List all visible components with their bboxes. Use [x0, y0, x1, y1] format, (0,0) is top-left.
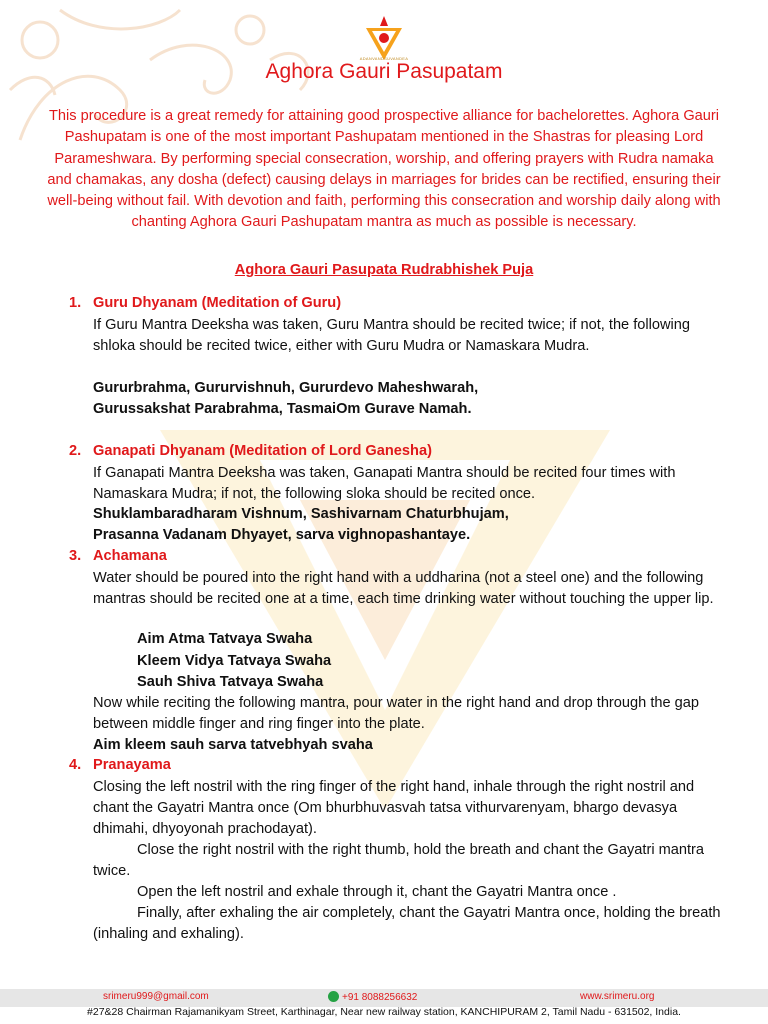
- section-4-text-3: Open the left nostril and exhale through it, chant the Gayatri Mantra once .: [137, 884, 617, 900]
- section-3-mantra-line-1: Aim Atma Tatvaya Swaha: [137, 631, 313, 647]
- section-4-heading: [69, 757, 171, 773]
- section-3-mantra-line-3: Sauh Shiva Tatvaya Swaha: [137, 674, 324, 690]
- section-2-number: 2.: [69, 443, 82, 459]
- section-1-heading: [69, 295, 341, 311]
- section-1-number: 1.: [69, 295, 82, 311]
- footer-phone-number: +91 8088256632: [342, 992, 418, 1003]
- puja-subheading: Aghora Gauri Pasupata Rudrabhishek Puja: [234, 262, 534, 278]
- section-3-heading: [69, 548, 167, 564]
- section-1-mantra-line-1: Gururbrahma, Gururvishnuh, Gururdevo Maheshwarah,: [93, 380, 479, 396]
- footer-website[interactable]: www.srimeru.org: [580, 991, 655, 1002]
- page-title: Aghora Gauri Pasupatam: [265, 60, 503, 83]
- footer-phone[interactable]: [328, 991, 417, 1003]
- section-2-title: Ganapati Dhyanam (Meditation of Lord Ganesha): [93, 443, 432, 459]
- section-3-text: Water should be poured into the right hand with a uddharina (not a steel one) and the following mantras should be recited one at a time, each time drinking water without touching the upper lip.: [93, 570, 714, 607]
- section-3-number: 3.: [69, 548, 82, 564]
- footer-email[interactable]: srimeru999@gmail.com: [103, 991, 209, 1002]
- section-1-mantra-line-2: Gurussakshat Parabrahma, TasmaiOm Gurave Namah.: [93, 401, 472, 417]
- section-4-text-2: Close the right nostril with the right thumb, hold the breath and chant the Gayatri mantra twice.: [93, 842, 705, 879]
- footer-address: #27&28 Chairman Rajamanikyam Street, Karthinagar, Near new railway station, KANCHIPURAM 2, Tamil Nadu - 631502, India.: [87, 1006, 681, 1018]
- section-2-mantra-line-1: Shuklambaradharam Vishnum, Sashivarnam Chaturbhujam,: [93, 506, 509, 522]
- whatsapp-icon: [328, 991, 339, 1002]
- section-4-number: 4.: [69, 757, 82, 773]
- section-3-mantra-line-2: Kleem Vidya Tatvaya Swaha: [137, 653, 332, 669]
- section-4-text-4: Finally, after exhaling the air completely, chant the Gayatri Mantra once, holding the breath (inhaling and exhaling).: [93, 905, 721, 942]
- section-3-final-mantra: Aim kleem sauh sarva tatvebhyah svaha: [93, 737, 373, 753]
- section-4-title: Pranayama: [93, 757, 171, 773]
- section-3-text-2: Now while reciting the following mantra, pour water in the right hand and drop through the gap between middle finger and ring finger into the plate.: [93, 695, 700, 732]
- section-3-title: Achamana: [93, 548, 167, 564]
- section-1-title: Guru Dhyanam (Meditation of Guru): [93, 295, 342, 311]
- section-2-heading: [69, 443, 432, 459]
- section-4-text: Closing the left nostril with the ring finger of the right hand, inhale through the right nostril and chant the Gayatri Mantra once (Om bhurbhuvasvah tatsa vithurvarenyam, bhargo devasya dhimahi, dhyoyonah prachodayat).: [93, 779, 695, 837]
- intro-paragraph: This procedure is a great remedy for attaining good prospective alliance for bachelorettes. Aghora Gauri Pashupatam is one of the most important Pashupatam mentioned in the Shastras for pleasing Lord Parameshwara. By performing special consecration, worship, and offering prayers with Rudra namaka and chamakas, any dosha (defect) causing delays in marriages for brides can be rectified, ensuring their well-being without fail. With devotion and faith, performing this consecration and worship daily along with chanting Aghora Gauri Pashupatam mantra as much as possible is necessary.: [47, 108, 721, 231]
- section-2-mantra-line-2: Prasanna Vadanam Dhyayet, sarva vighnopashantaye.: [93, 527, 471, 543]
- logo-caption: ADANVANDSUVANDEA: [359, 56, 409, 61]
- section-1-text: If Guru Mantra Deeksha was taken, Guru Mantra should be recited twice; if not, the following shloka should be recited twice, either with Guru Mudra or Namaskara Mudra.: [93, 317, 691, 354]
- section-2-text: If Ganapati Mantra Deeksha was taken, Ganapati Mantra should be recited four times with Namaskara Mudra; if not, the following sloka should be recited once.: [93, 465, 676, 502]
